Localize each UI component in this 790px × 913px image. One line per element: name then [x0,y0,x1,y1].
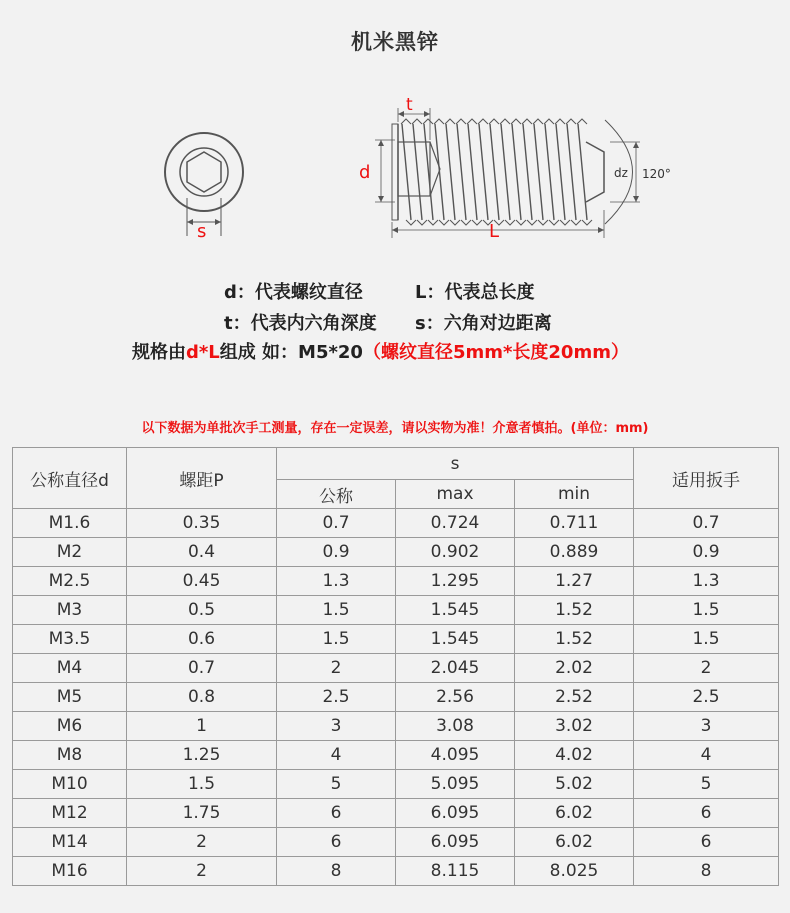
table-cell: M3 [13,596,127,625]
table-cell: 1.3 [277,567,396,596]
table-row [13,567,779,596]
table-cell: M3.5 [13,625,127,654]
table-cell: 2 [127,828,277,857]
table-cell: 6.02 [515,799,634,828]
table-cell: 1.75 [127,799,277,828]
table-cell: 0.9 [634,538,779,567]
table-cell: 3.08 [396,712,515,741]
table-cell: M10 [13,770,127,799]
measurement-notice: 以下数据为单批次手工测量，存在一定误差，请以实物为准！介意者慎拍。(单位：mm) [141,421,649,436]
table-cell: M14 [13,828,127,857]
table-cell: M2.5 [13,567,127,596]
table-cell: 1.545 [396,625,515,654]
spec-prefix: 规格由 [132,342,186,363]
table-cell: 2 [277,654,396,683]
table-cell: 0.4 [127,538,277,567]
table-cell: 3.02 [515,712,634,741]
header-s-max: max [396,480,515,509]
dim-label-L: L [489,221,500,242]
table-cell: 1.295 [396,567,515,596]
table-cell: 6 [277,799,396,828]
table-cell: 5.02 [515,770,634,799]
table-row [13,683,779,712]
table-cell: 2.5 [277,683,396,712]
screw-diagram [0,80,790,250]
table-cell: 6 [634,799,779,828]
table-cell: 0.35 [127,509,277,538]
table-cell: 0.8 [127,683,277,712]
table-row [13,712,779,741]
table-cell: 2.56 [396,683,515,712]
table-cell: 0.711 [515,509,634,538]
table-cell: 1.5 [277,625,396,654]
table-cell: 1.3 [634,567,779,596]
spec-example: （螺纹直径5mm*长度20mm） [362,342,629,363]
table-row [13,770,779,799]
table-cell: M5 [13,683,127,712]
dim-label-dz: dz [614,166,628,180]
table-cell: 2.5 [634,683,779,712]
spec-table-body [13,509,779,886]
table-cell: 0.9 [277,538,396,567]
spec-format [132,338,629,364]
table-cell: 2 [634,654,779,683]
table-row [13,799,779,828]
table-row [13,828,779,857]
spec-table [12,447,779,886]
table-cell: 6.02 [515,828,634,857]
table-cell: 1 [127,712,277,741]
header-s-min: min [515,480,634,509]
table-cell: 8.115 [396,857,515,886]
table-cell: 1.52 [515,625,634,654]
table-cell: M1.6 [13,509,127,538]
legend-d: d：代表螺纹直径 [224,282,363,303]
table-cell: 0.45 [127,567,277,596]
table-row [13,654,779,683]
table-row [13,596,779,625]
table-cell: 2.045 [396,654,515,683]
table-cell: M8 [13,741,127,770]
header-nominal-diameter: 公称直径d [13,448,127,509]
dim-label-d: d [359,162,371,183]
table-cell: 5.095 [396,770,515,799]
table-cell: 0.7 [127,654,277,683]
table-cell: 5 [277,770,396,799]
table-cell: 3 [634,712,779,741]
table-row [13,857,779,886]
table-cell: 1.5 [634,625,779,654]
table-cell: 1.5 [277,596,396,625]
table-cell: 2.02 [515,654,634,683]
table-cell: 1.5 [127,770,277,799]
legend-t: t：代表内六角深度 [224,313,377,334]
table-cell: 4.02 [515,741,634,770]
table-row [13,625,779,654]
header-pitch: 螺距P [127,448,277,509]
side-view-drawing [375,108,640,238]
dim-label-s: s [197,221,207,242]
table-cell: M4 [13,654,127,683]
table-cell: 0.7 [634,509,779,538]
table-cell: 6 [634,828,779,857]
table-cell: 8 [277,857,396,886]
table-cell: M6 [13,712,127,741]
spec-suffix: 组成 如：M5*20 [219,342,363,363]
table-cell: 2 [127,857,277,886]
table-row [13,538,779,567]
dim-label-angle: 120° [642,167,671,181]
legend-L: L：代表总长度 [415,282,535,303]
table-cell: M2 [13,538,127,567]
table-cell: 0.5 [127,596,277,625]
legend-s: s：六角对边距离 [415,313,552,334]
table-cell: 0.889 [515,538,634,567]
table-cell: 4 [634,741,779,770]
table-cell: 5 [634,770,779,799]
table-cell: 3 [277,712,396,741]
table-cell: 4 [277,741,396,770]
table-cell: 0.724 [396,509,515,538]
table-cell: M12 [13,799,127,828]
table-row [13,741,779,770]
table-cell: 2.52 [515,683,634,712]
table-cell: M16 [13,857,127,886]
table-cell: 6.095 [396,799,515,828]
table-cell: 8.025 [515,857,634,886]
page-title: 机米黑锌 [351,30,439,54]
table-cell: 1.25 [127,741,277,770]
spec-dl: d*L [186,342,220,363]
header-s: s [277,448,634,480]
table-cell: 0.7 [277,509,396,538]
dim-label-t: t [406,95,413,115]
table-cell: 1.5 [634,596,779,625]
table-cell: 6 [277,828,396,857]
header-s-nominal: 公称 [277,480,396,509]
header-wrench: 适用扳手 [634,448,779,509]
table-cell: 1.545 [396,596,515,625]
table-cell: 1.52 [515,596,634,625]
table-cell: 8 [634,857,779,886]
table-cell: 6.095 [396,828,515,857]
table-row [13,509,779,538]
table-cell: 4.095 [396,741,515,770]
table-cell: 0.6 [127,625,277,654]
table-cell: 0.902 [396,538,515,567]
table-cell: 1.27 [515,567,634,596]
